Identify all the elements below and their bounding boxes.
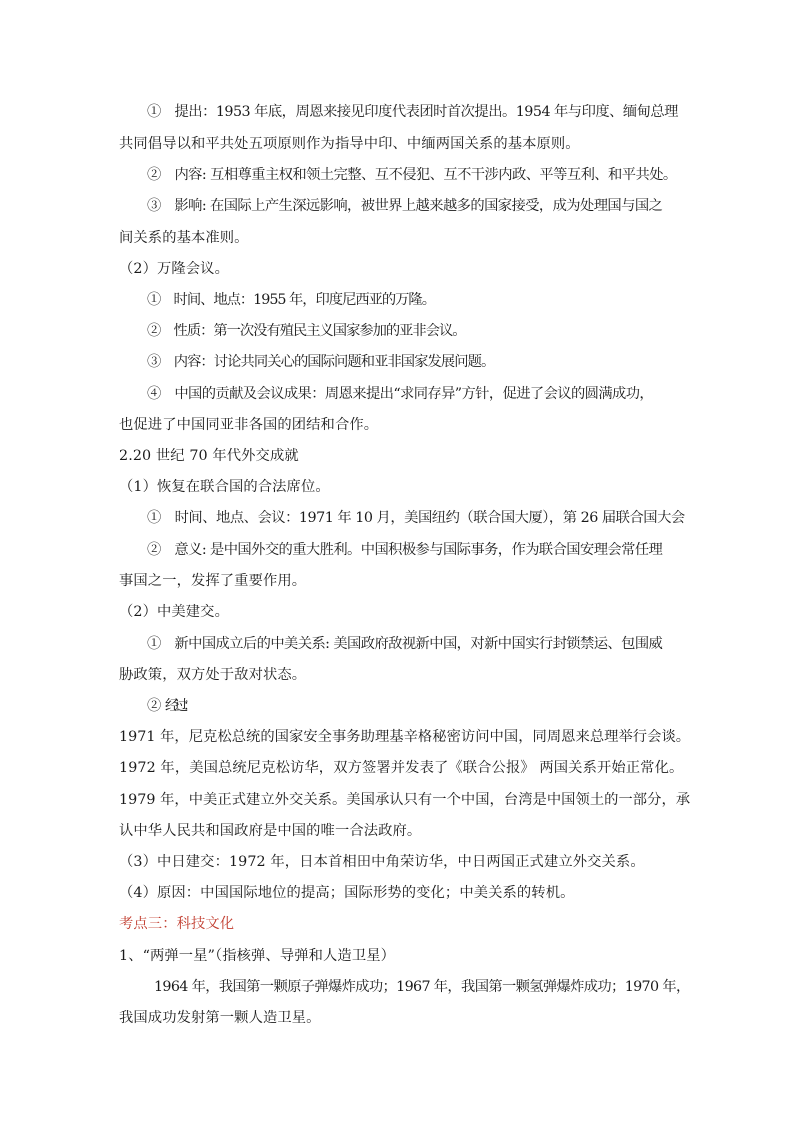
paragraph-line: 胁政策，双方处于敌对状态。 bbox=[119, 667, 307, 683]
paragraph-line: 1964 年，我国第一颗原子弹爆炸成功；1967 年，我国第一颗氢弹爆炸成功；1970 年， bbox=[154, 979, 690, 995]
paragraph-line: ④ 中国的贡献及会议成果：周恩来提出“求同存异”方针，促进了会议的圆满成功， bbox=[147, 386, 654, 402]
paragraph-line: 共同倡导以和平共处五项原则作为指导中印、中缅两国关系的基本原则。 bbox=[119, 136, 580, 152]
section-heading: （1）恢复在联合国的合法席位。 bbox=[119, 479, 330, 495]
paragraph-line: 认中华人民共和国政府是中国的唯一合法政府。 bbox=[119, 823, 422, 839]
paragraph-line: （4）原因：中国国际地位的提高；国际形势的变化；中美关系的转机。 bbox=[119, 885, 575, 901]
paragraph-line: ② 性质：第一次没有殖民主义国家参加的亚非会议。 bbox=[147, 323, 466, 339]
section-heading: 1、“两弹一星”（指核弹、导弹和人造卫星） bbox=[119, 948, 396, 964]
paragraph-line: 事国之一，发挥了重要作用。 bbox=[119, 573, 307, 589]
paragraph-line: 我国成功发射第一颗人造卫星。 bbox=[119, 1010, 321, 1026]
topic-heading: 考点三：科技文化 bbox=[119, 916, 235, 932]
paragraph-line: ① 新中国成立后的中美关系: 美国政府敌视新中国，对新中国实行封锁禁运、包围威 bbox=[147, 636, 663, 652]
paragraph-line: ③ 影响: 在国际上产生深远影响，被世界上越来越多的国家接受，成为处理国与国之 bbox=[147, 198, 663, 214]
paragraph-line: ① 时间、地点：1955 年，印度尼西亚的万隆。 bbox=[147, 292, 435, 308]
section-heading: （2）万隆会议。 bbox=[119, 261, 229, 277]
paragraph-line: 1971 年，尼克松总统的国家安全事务助理基辛格秘密访问中国，同周恩来总理举行会谈。 bbox=[119, 729, 691, 745]
paragraph-line: 1979 年，中美正式建立外交关系。美国承认只有一个中国，台湾是中国领土的一部分，承 bbox=[119, 792, 691, 808]
section-heading: （2）中美建交。 bbox=[119, 604, 229, 620]
paragraph-line: 1972 年，美国总统尼克松访华，双方签署并发表了《联合公报》 两国关系开始正常化。 bbox=[119, 760, 684, 776]
paragraph-line: ③ 内容：讨论共同关心的国际问题和亚非国家发展问题。 bbox=[147, 354, 495, 370]
paragraph-line: ① 时间、地点、会议：1971 年 10 月，美国纽约（联合国大厦），第 26 届联合国大会 bbox=[147, 510, 685, 526]
paragraph-line: ② 内容: 互相尊重主权和领土完整、互不侵犯、互不干涉内政、平等互利、和平共处。 bbox=[147, 167, 677, 183]
paragraph-line: 间关系的基本准则。 bbox=[119, 230, 249, 246]
paragraph-line: ② 意义: 是中国外交的重大胜利。中国积极参与国际事务，作为联合国安理会常任理 bbox=[147, 542, 663, 558]
paragraph-line: ① 提出：1953 年底，周恩来接见印度代表团时首次提出。1954 年与印度、缅甸总理 bbox=[147, 104, 678, 120]
paragraph-line: （3）中日建交：1972 年，日本首相田中角荣访华，中日两国正式建立外交关系。 bbox=[119, 854, 645, 870]
paragraph-line: ② 经过： bbox=[147, 698, 192, 714]
paragraph-line: 也促进了中国同亚非各国的团结和合作。 bbox=[119, 417, 379, 433]
section-heading: 2.20 世纪 70 年代外交成就 bbox=[119, 448, 299, 464]
